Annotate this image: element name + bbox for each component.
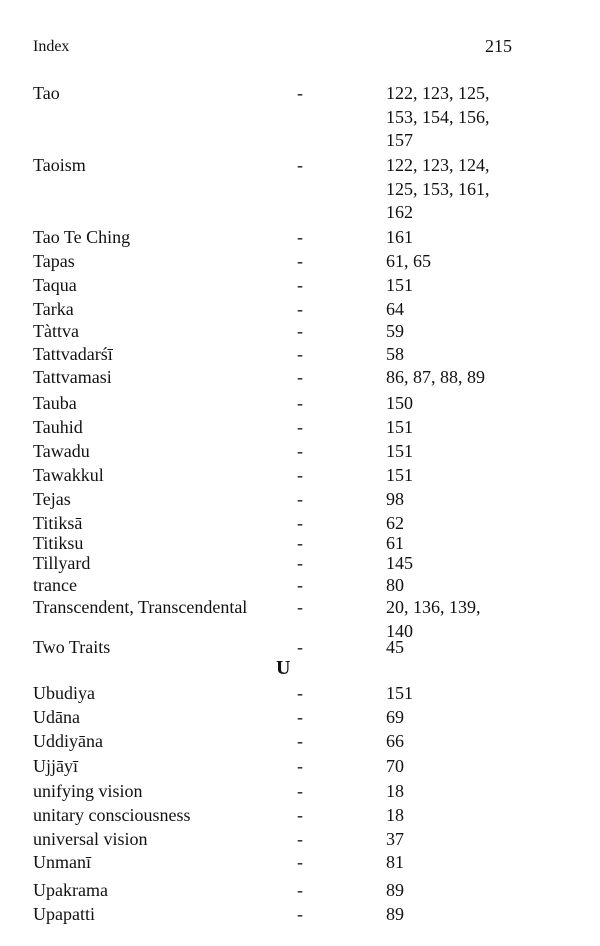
entry-term: unitary consciousness	[33, 805, 191, 825]
entry-pages	[386, 879, 586, 903]
entry-pages	[386, 706, 586, 730]
page-reference-line: 151	[386, 441, 413, 461]
entry-pages	[386, 320, 586, 344]
entry-dash: -	[297, 553, 303, 573]
page-reference-line: 20, 136, 139,	[386, 597, 481, 617]
entry-pages	[386, 464, 586, 488]
entry-dash: -	[297, 513, 303, 533]
page-reference-line: 151	[386, 275, 413, 295]
entry-dash: -	[297, 533, 303, 553]
page-reference-line: 80	[386, 575, 404, 595]
entry-term: Uddiyāna	[33, 731, 103, 751]
entry-term: Transcendent, Transcendental	[33, 597, 248, 617]
entry-term: Tauba	[33, 393, 77, 413]
page-reference-line: 86, 87, 88, 89	[386, 367, 485, 387]
entry-pages	[386, 392, 586, 416]
running-head: Index	[33, 38, 70, 55]
entry-dash: -	[297, 417, 303, 437]
entry-dash: -	[297, 683, 303, 703]
entry-pages	[386, 226, 586, 250]
entry-pages	[386, 416, 586, 440]
entry-dash: -	[297, 575, 303, 595]
entry-dash: -	[297, 251, 303, 271]
page-reference-line: 162	[386, 202, 413, 222]
page-reference-line: 145	[386, 553, 413, 573]
page-reference-line: 66	[386, 731, 404, 751]
entry-dash: -	[297, 393, 303, 413]
page-reference-line: 64	[386, 299, 404, 319]
entry-pages	[386, 574, 586, 598]
entry-dash: -	[297, 756, 303, 776]
entry-dash: -	[297, 83, 303, 103]
page-reference-line: 122, 123, 124,	[386, 155, 490, 175]
entry-pages	[386, 804, 586, 828]
entry-pages	[386, 552, 586, 576]
entry-term: Tawadu	[33, 441, 90, 461]
page-reference-line: 98	[386, 489, 404, 509]
entry-term: Ujjāyī	[33, 756, 78, 776]
entry-term: Titiksu	[33, 533, 84, 553]
entry-dash: -	[297, 155, 303, 175]
page-reference-line: 122, 123, 125,	[386, 83, 490, 103]
entry-dash: -	[297, 465, 303, 485]
entry-pages	[386, 682, 586, 706]
entry-term: Unmanī	[33, 852, 91, 872]
entry-pages	[386, 250, 586, 274]
page-reference-line: 62	[386, 513, 404, 533]
section-letter: U	[276, 657, 291, 679]
page-reference-line: 161	[386, 227, 413, 247]
page-reference-line: 151	[386, 417, 413, 437]
page-reference-line: 37	[386, 829, 404, 849]
entry-dash: -	[297, 781, 303, 801]
entry-pages	[386, 298, 586, 322]
entry-term: Tattvamasi	[33, 367, 112, 387]
entry-dash: -	[297, 367, 303, 387]
entry-pages	[386, 366, 586, 390]
page-number: 215	[485, 36, 512, 56]
entry-dash: -	[297, 489, 303, 509]
entry-term: Udāna	[33, 707, 80, 727]
entry-dash: -	[297, 321, 303, 341]
entry-dash: -	[297, 441, 303, 461]
entry-dash: -	[297, 707, 303, 727]
entry-dash: -	[297, 299, 303, 319]
page-reference-line: 150	[386, 393, 413, 413]
page-reference-line: 58	[386, 344, 404, 364]
page-reference-line: 61, 65	[386, 251, 431, 271]
entry-term: Tàttva	[33, 321, 79, 341]
page-reference-line: 69	[386, 707, 404, 727]
entry-dash: -	[297, 852, 303, 872]
entry-pages	[386, 636, 586, 660]
entry-pages	[386, 903, 586, 927]
entry-dash: -	[297, 829, 303, 849]
entry-term: Tauhid	[33, 417, 83, 437]
entry-pages	[386, 780, 586, 804]
entry-pages	[386, 154, 586, 225]
entry-term: Two Traits	[33, 637, 111, 657]
entry-pages	[386, 828, 586, 852]
entry-term: Titiksā	[33, 513, 83, 533]
entry-pages	[386, 488, 586, 512]
entry-term: Tao	[33, 83, 60, 103]
entry-term: Ubudiya	[33, 683, 95, 703]
entry-term: Taoism	[33, 155, 86, 175]
entry-term: Upapatti	[33, 904, 95, 924]
entry-term: Tattvadarśī	[33, 344, 113, 364]
page-reference-line: 81	[386, 852, 404, 872]
entry-dash: -	[297, 904, 303, 924]
entry-dash: -	[297, 597, 303, 617]
entry-term: Tillyard	[33, 553, 91, 573]
entry-term: universal vision	[33, 829, 148, 849]
page-reference-line: 89	[386, 880, 404, 900]
entry-pages	[386, 851, 586, 875]
page-reference-line: 157	[386, 130, 413, 150]
entry-pages	[386, 440, 586, 464]
entry-dash: -	[297, 805, 303, 825]
page-reference-line: 18	[386, 805, 404, 825]
page-reference-line: 151	[386, 683, 413, 703]
entry-dash: -	[297, 731, 303, 751]
entry-term: Tapas	[33, 251, 75, 271]
entry-pages	[386, 755, 586, 779]
entry-term: Taqua	[33, 275, 77, 295]
entry-pages	[386, 343, 586, 367]
entry-dash: -	[297, 275, 303, 295]
entry-dash: -	[297, 227, 303, 247]
page-reference-line: 45	[386, 637, 404, 657]
page-reference-line: 18	[386, 781, 404, 801]
entry-dash: -	[297, 344, 303, 364]
page-reference-line: 61	[386, 533, 404, 553]
page-reference-line: 59	[386, 321, 404, 341]
page-reference-line: 89	[386, 904, 404, 924]
entry-pages	[386, 82, 586, 153]
page-reference-line: 140	[386, 620, 413, 641]
entry-term: trance	[33, 575, 77, 595]
entry-term: unifying vision	[33, 781, 143, 801]
page-reference-line: 125, 153, 161,	[386, 178, 490, 199]
entry-pages	[386, 274, 586, 298]
page-reference-line: 151	[386, 465, 413, 485]
entry-term: Tao Te Ching	[33, 227, 131, 247]
entry-pages	[386, 730, 586, 754]
entry-term: Tarka	[33, 299, 74, 319]
entry-dash: -	[297, 880, 303, 900]
entry-term: Tejas	[33, 489, 71, 509]
entry-dash: -	[297, 637, 303, 657]
page-reference-line: 70	[386, 756, 404, 776]
entry-term: Tawakkul	[33, 465, 104, 485]
page-reference-line: 153, 154, 156,	[386, 106, 490, 127]
entry-term: Upakrama	[33, 880, 108, 900]
